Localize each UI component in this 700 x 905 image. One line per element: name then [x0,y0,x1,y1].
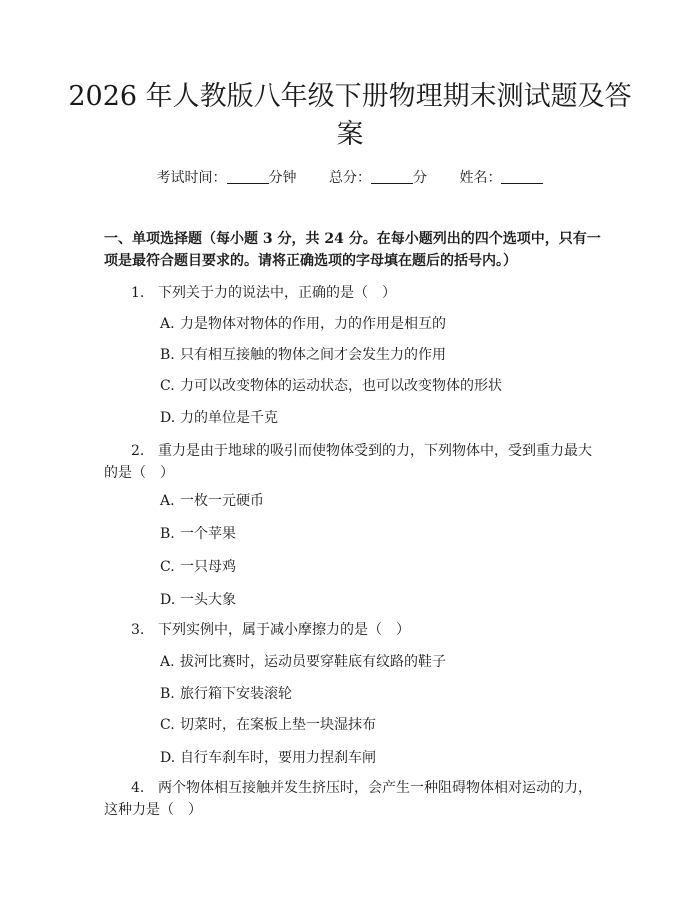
option-text: 切菜时，在案板上垫一块湿抹布 [180,717,376,733]
option-key: D. [160,592,176,608]
question-number: 4. [131,780,145,796]
option-key: B. [160,686,175,702]
exam-name [459,168,543,188]
option-text: 只有相互接触的物体之间才会发生力的作用 [180,347,446,363]
score-blank [371,169,413,184]
option-key: B. [160,526,175,542]
option-3b [160,684,600,704]
question-3 [104,619,600,641]
option-text: 一头大象 [180,592,236,608]
time-unit: 分钟 [268,170,297,186]
name-label: 姓名： [459,170,502,186]
question-text: 下列关于力的说法中，正确的是（ ） [158,285,396,301]
option-text: 自行车刹车时，要用力捏刹车闸 [180,750,376,766]
option-text: 旅行箱下安装滚轮 [180,686,292,702]
name-blank [501,169,543,184]
time-label: 考试时间： [156,170,227,186]
question-2 [104,440,600,484]
option-2b [160,524,600,544]
section-heading: 一、单项选择题（每小题 3 分，共 24 分。在每小题列出的四个选项中，只有一项是最符合题目要求的。请将正确选项的字母填在题后的括号内。） [104,231,601,269]
option-1b [160,345,600,365]
option-key: A. [160,316,175,332]
score-label: 总分： [329,170,371,186]
option-3a [160,652,600,672]
option-text: 拔河比赛时，运动员要穿鞋底有纹路的鞋子 [180,654,446,670]
option-3d [160,748,600,768]
option-key: C. [160,717,175,733]
option-text: 一枚一元硬币 [180,493,264,509]
option-text: 力可以改变物体的运动状态，也可以改变物体的形状 [180,378,502,394]
option-text: 力的单位是千克 [180,410,278,426]
question-text: 重力是由于地球的吸引而使物体受到的力，下列物体中，受到重力最大的是（ ） [104,443,592,481]
option-key: D. [160,410,176,426]
question-4 [104,777,600,821]
option-2c [160,557,600,577]
time-blank [227,169,269,184]
option-key: A. [160,654,175,670]
option-1d [160,408,600,428]
option-text: 力是物体对物体的作用，力的作用是相互的 [180,316,446,332]
option-2a [160,491,600,511]
question-number: 1. [131,285,145,301]
question-number: 3. [131,622,145,638]
option-1c [160,376,600,396]
score-unit: 分 [413,170,427,186]
exam-score [329,168,427,188]
option-3c [160,715,600,735]
question-number: 2. [131,443,145,459]
option-text: 一个苹果 [180,526,236,542]
question-text: 下列实例中，属于减小摩擦力的是（ ） [158,622,410,638]
option-1a [160,314,600,334]
question-1 [104,282,600,304]
exam-time [157,168,297,188]
option-key: A. [160,493,175,509]
document-title: 2026 年人教版八年级下册物理期末测试题及答案 [68,81,632,150]
option-key: B. [160,347,175,363]
option-key: C. [160,559,175,575]
exam-meta [0,168,700,188]
option-2d [160,590,600,610]
option-key: D. [160,750,176,766]
option-text: 一只母鸡 [180,559,236,575]
question-text: 两个物体相互接触并发生挤压时，会产生一种阻碍物体相对运动的力，这种力是（ ） [104,780,592,818]
option-key: C. [160,378,175,394]
